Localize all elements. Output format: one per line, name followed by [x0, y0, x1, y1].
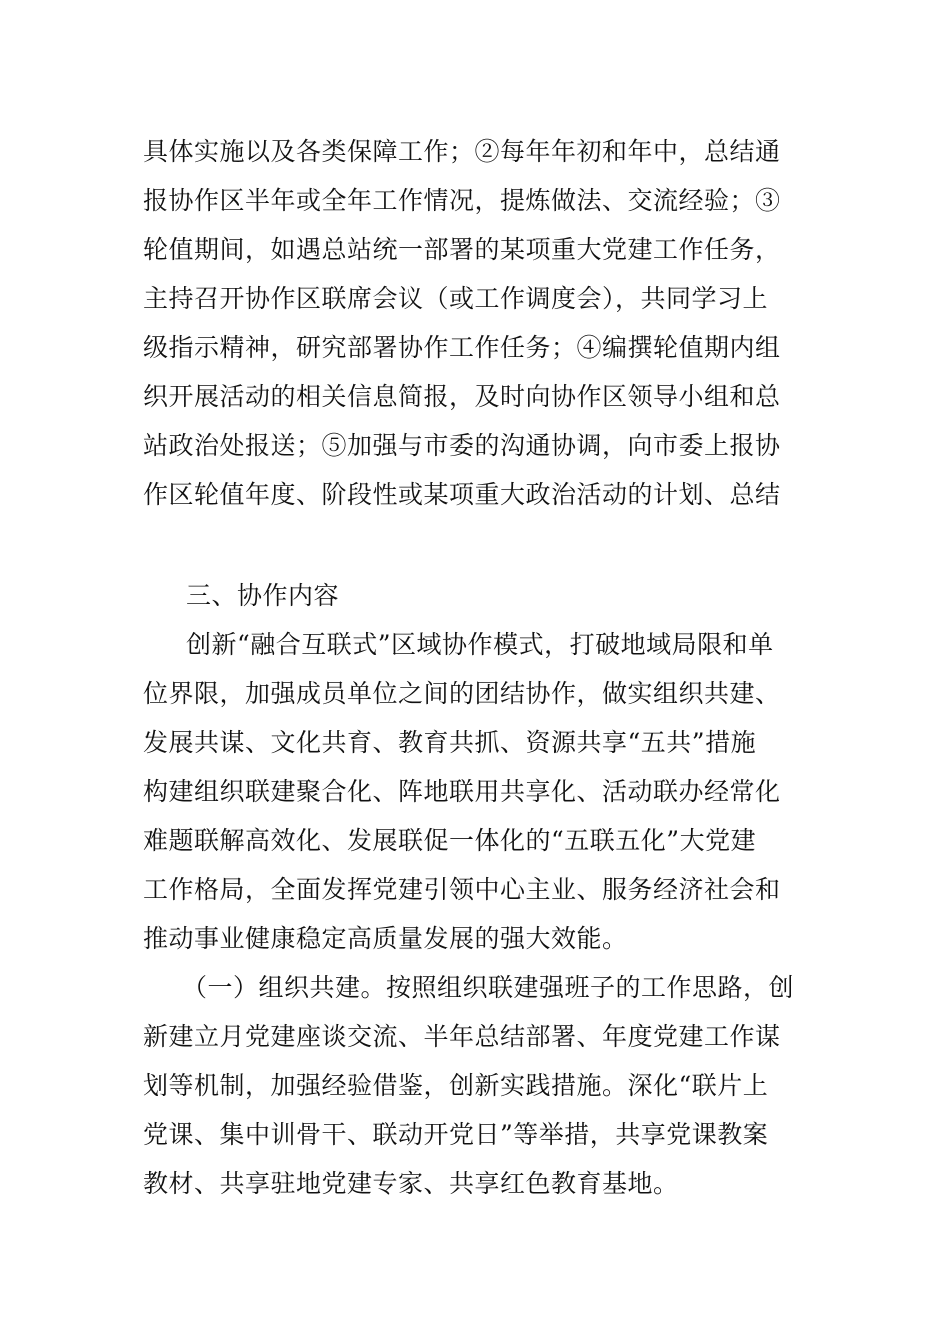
- section-heading: 三、协作内容: [186, 581, 340, 610]
- text-line: 工作格局，全面发挥党建引领中心主业、服务经济社会和: [143, 875, 781, 904]
- text-line: 发展共谋、文化共育、教育共抓、资源共享“五共”措施: [143, 728, 757, 757]
- subsection-paragraph-start: （一）组织共建。按照组织联建强班子的工作思路，创: [182, 973, 795, 1002]
- text-line: 报协作区半年或全年工作情况，提炼做法、交流经验；③: [143, 186, 781, 215]
- text-line: 位界限，加强成员单位之间的团结协作，做实组织共建、: [143, 679, 781, 708]
- text-line: 新建立月党建座谈交流、半年总结部署、年度党建工作谋: [143, 1022, 781, 1051]
- text-line: 构建组织联建聚合化、阵地联用共享化、活动联办经常化: [143, 777, 781, 806]
- text-line: 推动事业健康稳定高质量发展的强大效能。: [143, 924, 628, 953]
- text-line: 难题联解高效化、发展联促一体化的“五联五化”大党建: [143, 826, 757, 855]
- text-line: 站政治处报送；⑤加强与市委的沟通协调，向市委上报协: [143, 431, 781, 460]
- text-line: 划等机制，加强经验借鉴，创新实践措施。深化“联片上: [143, 1071, 769, 1100]
- text-line: 教材、共享驻地党建专家、共享红色教育基地。: [143, 1169, 679, 1198]
- text-line: 创新“融合互联式”区域协作模式，打破地域局限和单: [186, 630, 774, 659]
- text-line: 具体实施以及各类保障工作；②每年年初和年中，总结通: [143, 137, 781, 166]
- text-line: 织开展活动的相关信息简报，及时向协作区领导小组和总: [143, 382, 781, 411]
- text-line: 党课、集中训骨干、联动开党日”等举措，共享党课教案: [143, 1120, 769, 1149]
- text-line: 轮值期间，如遇总站统一部署的某项重大党建工作任务，: [143, 235, 781, 264]
- text-line: 主持召开协作区联席会议（或工作调度会），共同学习上: [143, 284, 769, 313]
- text-line: 作区轮值年度、阶段性或某项重大政治活动的计划、总结: [143, 480, 781, 509]
- text-line: 级指示精神，研究部署协作工作任务；④编撰轮值期内组: [143, 333, 781, 362]
